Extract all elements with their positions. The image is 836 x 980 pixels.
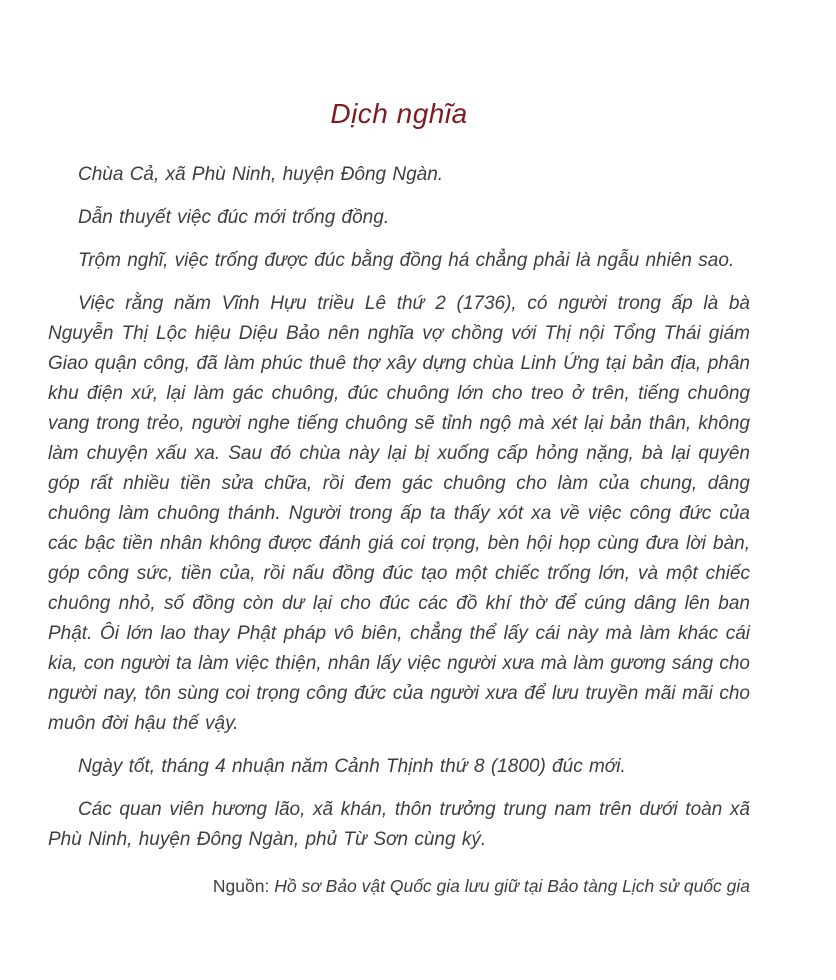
page-title: Dịch nghĩa	[330, 98, 468, 129]
paragraphs	[48, 160, 750, 855]
paragraph: Việc rằng năm Vĩnh Hựu triều Lê thứ 2 (1736), có người trong ấp là bà Nguyễn Thị Lộc hiệu Diệu Bảo nên nghĩa vợ chồng với Thị nội Tổng Thái giám Giao quận công, đã làm phúc thuê thợ xây dựng chùa Linh Ứng tại bản địa, phân khu điện xứ, lại làm gác chuông, đúc chuông lớn cho treo ở trên, tiếng chuông vang trong trẻo, người nghe tiếng chuông sẽ tỉnh ngộ mà xét lại bản thân, không làm chuyện xấu xa. Sau đó chùa này lại bị xuống cấp hỏng nặng, bà lại quyên góp rất nhiều tiền sửa chữa, rồi đem gác chuông cho làm của chung, dâng chuông làm chuông thánh. Người trong ấp ta thấy xót xa về việc công đức của các bậc tiền nhân không được đánh giá coi trọng, bèn hội họp cùng đưa lời bàn, góp công sức, tiền của, rồi nấu đồng đúc tạo một chiếc trống lớn, và một chiếc chuông nhỏ, số đồng còn dư lại cho đúc các đồ khí thờ để cúng dâng lên ban Phật. Ôi lớn lao thay Phật pháp vô biên, chẳng thể lấy cái này mà làm khác cái kia, con người ta làm việc thiện, nhân lấy việc người xưa mà làm gương sáng cho người nay, tôn sùng coi trọng công đức của người xưa để lưu truyền mãi mãi cho muôn đời hậu thế vậy.	[48, 293, 750, 734]
source-label: Nguồn:	[212, 876, 275, 896]
paragraph: Dẫn thuyết việc đúc mới trống đồng.	[78, 207, 390, 228]
paragraph: Ngày tốt, tháng 4 nhuận năm Cảnh Thịnh thứ 8 (1800) đúc mới.	[78, 756, 626, 777]
source-text: Hồ sơ Bảo vật Quốc gia lưu giữ tại Bảo tàng Lịch sử quốc gia	[274, 876, 750, 896]
paragraph: Các quan viên hương lão, xã khán, thôn trưởng trung nam trên dưới toàn xã Phù Ninh, huyện Đông Ngàn, phủ Từ Sơn cùng ký.	[48, 799, 750, 850]
paragraph: Trộm nghĩ, việc trống được đúc bằng đồng há chẳng phải là ngẫu nhiên sao.	[78, 250, 735, 271]
paragraph: Chùa Cả, xã Phù Ninh, huyện Đông Ngàn.	[78, 164, 444, 185]
source-line	[48, 873, 750, 899]
